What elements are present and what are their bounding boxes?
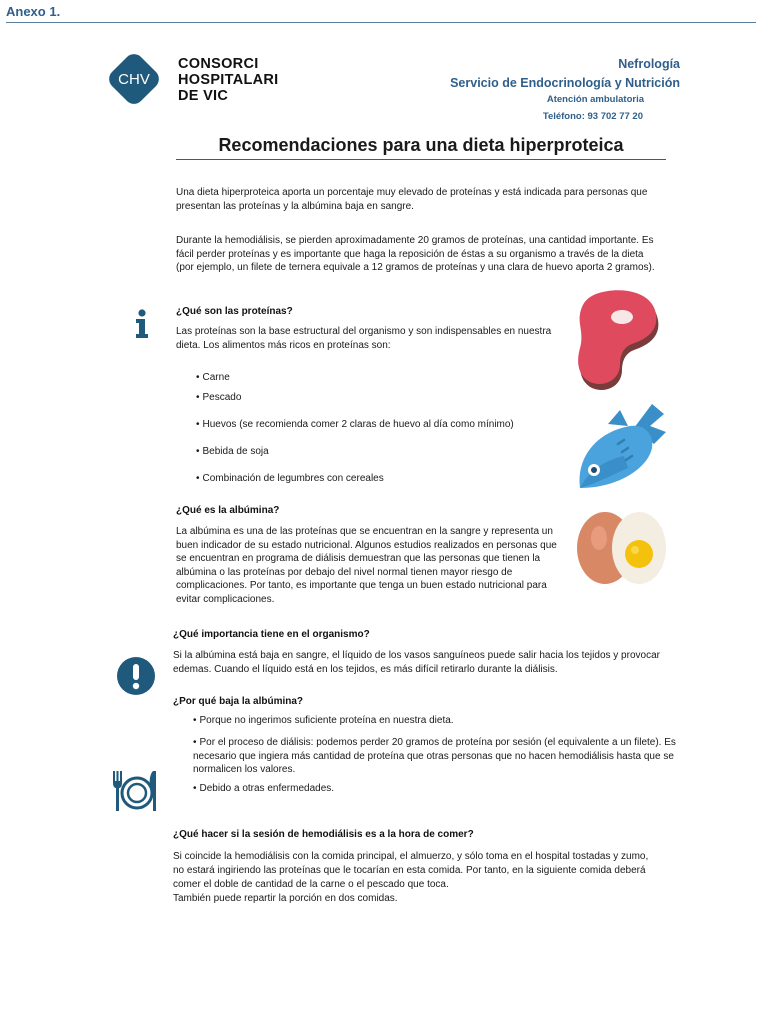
protein-item: • Pescado bbox=[196, 392, 241, 403]
dept-endocrinology: Servicio de Endocrinología y Nutrición bbox=[450, 76, 680, 90]
why-low-item bbox=[193, 736, 683, 777]
lunch-line: no estará ingiriendo las proteínas que le tocarían en esta comida. Por tanto, en la siguiente comida deberá bbox=[173, 865, 646, 876]
egg-icon bbox=[575, 508, 669, 586]
lunch-heading: ¿Qué hacer si la sesión de hemodiálisis es a la hora de comer? bbox=[173, 829, 474, 840]
protein-item: • Bebida de soja bbox=[196, 446, 269, 457]
importance-text: Si la albúmina está baja en sangre, el líquido de los vasos sanguíneos puede salir hacia los tejidos y provocar edemas. Cuando el líquido está en los tejidos, es más difícil retirarlo durante la diálisis. bbox=[173, 650, 660, 675]
importance-heading: ¿Qué importancia tiene en el organismo? bbox=[173, 629, 370, 640]
dept-outpatient: Atención ambulatoria bbox=[546, 94, 644, 105]
why-low-heading: ¿Por qué baja la albúmina? bbox=[173, 696, 304, 707]
proteins-text: Las proteínas son la base estructural del organismo y son indispensables en nuestra dieta. Los alimentos más ricos en proteínas son: bbox=[176, 326, 552, 351]
logo-line: CONSORCI bbox=[178, 56, 259, 72]
logo-line: HOSPITALARI bbox=[178, 72, 279, 88]
albumin-heading: ¿Qué es la albúmina? bbox=[176, 505, 280, 516]
albumin-text: La albúmina es una de las proteínas que se encuentran en la sangre y representa un buen indicador de su estado nutricional. Algunos estudios realizados en personas que se encuentran en programa de diálisis demuestran que las personas que tienen la albúmina o las proteínas por debajo del nivel normal tienen mayor riesgo de complicaciones. Por tanto, es importante que tenga un buen estado nutricional para evitar complicaciones. bbox=[176, 526, 557, 605]
intro-paragraph: Una dieta hiperproteica aporta un porcentaje muy elevado de proteínas y está indicada para personas que presentan las proteínas y la albúmina baja en sangre. bbox=[176, 187, 648, 212]
dept-phone: Teléfono: 93 702 77 20 bbox=[542, 111, 643, 122]
protein-item: • Huevos (se recomienda comer 2 claras de huevo al día como mínimo) bbox=[196, 419, 514, 430]
logo-wordmark bbox=[178, 56, 279, 104]
plate-cutlery-icon bbox=[111, 769, 159, 813]
why-low-item: • Debido a otras enfermedades. bbox=[193, 783, 663, 794]
page-title: Recomendaciones para una dieta hiperproteica bbox=[218, 135, 624, 155]
why-low-item: • Porque no ingerimos suficiente proteína en nuestra dieta. bbox=[193, 715, 663, 726]
protein-item: • Carne bbox=[196, 372, 230, 383]
header-divider bbox=[6, 22, 756, 23]
annex-label: Anexo 1. bbox=[6, 4, 61, 19]
exclamation-icon bbox=[116, 656, 156, 696]
lunch-line: También puede repartir la porción en dos comidas. bbox=[173, 893, 398, 904]
proteins-heading: ¿Qué son las proteínas? bbox=[176, 306, 293, 317]
lunch-line: comer el doble de cantidad de la carne o el pescado que toca. bbox=[173, 879, 449, 890]
logo-line: DE VIC bbox=[178, 88, 229, 104]
protein-item: • Combinación de legumbres con cereales bbox=[196, 473, 384, 484]
dept-nephrology: Nefrología bbox=[618, 57, 680, 71]
title-underline bbox=[176, 159, 666, 160]
fish-icon bbox=[574, 398, 668, 492]
info-icon bbox=[131, 309, 153, 339]
meat-icon bbox=[576, 290, 662, 394]
logo-abbr: CHV bbox=[118, 71, 150, 88]
why-low-item-text: Por el proceso de diálisis: podemos perder 20 gramos de proteína por sesión (el equivalente a un filete). Es necesario que ingiera más cantidad de proteína que otras personas que no hacen hemodiálisis hasta que se normalicen los valores. bbox=[193, 737, 676, 776]
chv-logo bbox=[105, 50, 163, 108]
intro-paragraph: Durante la hemodiálisis, se pierden aproximadamente 20 gramos de proteínas, una cantidad importante. Es fácil perder proteínas y es importante que haga la reposición de éstas a su organismo a través de la dieta (por ejemplo, un filete de ternera equivale a 12 gramos de proteínas y una clara de huevo aporta 2 gramos). bbox=[176, 235, 655, 274]
lunch-line: Si coincide la hemodiálisis con la comida principal, el almuerzo, y sólo toma en el hospital tostadas y zumo, bbox=[173, 851, 649, 862]
